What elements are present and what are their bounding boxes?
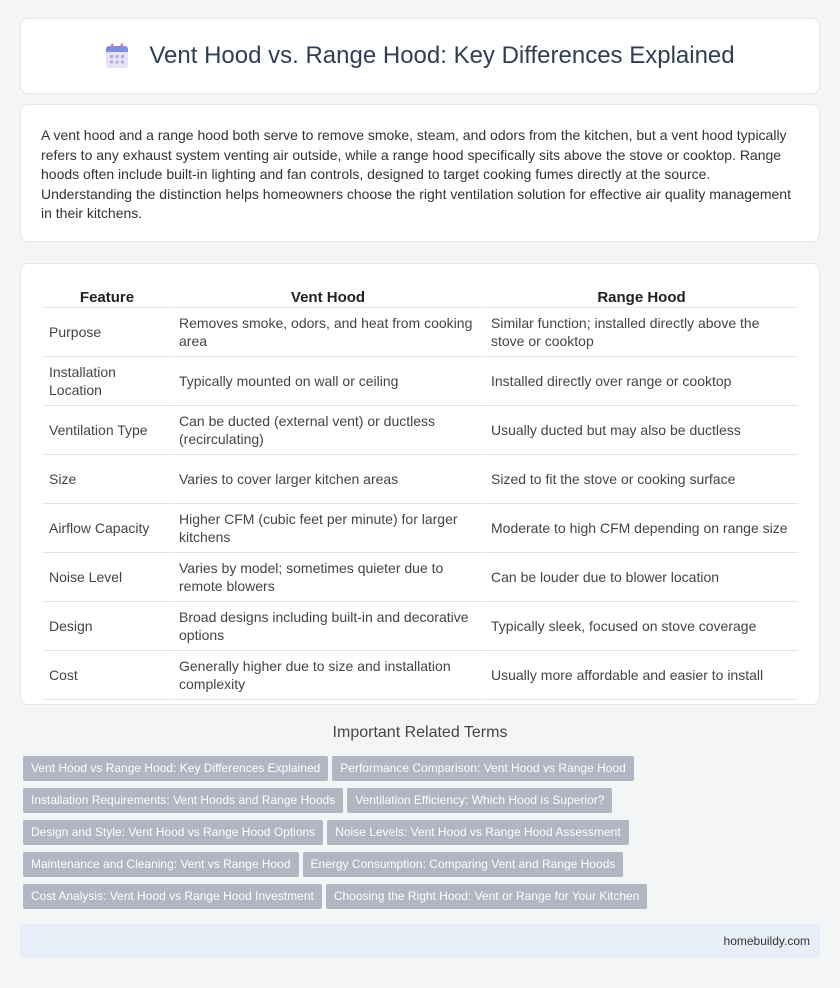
related-tag[interactable]: Vent Hood vs Range Hood: Key Differences Explained bbox=[23, 756, 328, 781]
cell-range-hood: Usually ducted but may also be ductless bbox=[483, 406, 798, 455]
header-vent-hood: Vent Hood bbox=[171, 284, 483, 308]
cell-feature: Size bbox=[43, 455, 171, 504]
cell-range-hood: Can be louder due to blower location bbox=[483, 553, 798, 602]
page-title: Vent Hood vs. Range Hood: Key Differences Explained bbox=[149, 42, 735, 69]
related-terms-title: Important Related Terms bbox=[332, 724, 508, 741]
related-tag[interactable]: Noise Levels: Vent Hood vs Range Hood Assessment bbox=[327, 820, 629, 845]
cell-feature: Design bbox=[43, 602, 171, 651]
comparison-card bbox=[20, 263, 820, 705]
table-row bbox=[43, 602, 798, 651]
cell-feature: Noise Level bbox=[43, 553, 171, 602]
related-tag[interactable]: Installation Requirements: Vent Hoods and Range Hoods bbox=[23, 788, 343, 813]
table-row bbox=[43, 553, 798, 602]
cell-vent-hood: Broad designs including built-in and decorative options bbox=[171, 602, 483, 651]
cell-vent-hood: Varies by model; sometimes quieter due to remote blowers bbox=[171, 553, 483, 602]
cell-feature: Purpose bbox=[43, 308, 171, 357]
intro-card bbox=[20, 104, 820, 242]
cell-vent-hood: Higher CFM (cubic feet per minute) for larger kitchens bbox=[171, 504, 483, 553]
cell-range-hood: Similar function; installed directly above the stove or cooktop bbox=[483, 308, 798, 357]
table-row bbox=[43, 308, 798, 357]
table-header-row bbox=[43, 284, 798, 308]
table-row bbox=[43, 651, 798, 700]
table-row bbox=[43, 455, 798, 504]
cell-feature: Cost bbox=[43, 651, 171, 700]
comparison-table bbox=[43, 284, 798, 700]
cell-vent-hood: Generally higher due to size and installation complexity bbox=[171, 651, 483, 700]
cell-range-hood: Installed directly over range or cooktop bbox=[483, 357, 798, 406]
table-row bbox=[43, 406, 798, 455]
cell-feature: Installation Location bbox=[43, 357, 171, 406]
title-wrap bbox=[105, 42, 734, 70]
related-tag[interactable]: Energy Consumption: Comparing Vent and Range Hoods bbox=[303, 852, 624, 877]
footer bbox=[20, 924, 820, 958]
intro-paragraph: A vent hood and a range hood both serve to remove smoke, steam, and odors from the kitchen, but a vent hood typically refers to any exhaust system venting air outside, while a range hood specifically sits above the stove or cooktop. Range hoods often include built-in lighting and fan controls, designed to target cooking fumes directly at the source. Understanding the distinction helps homeowners choose the right ventilation solution for effective air quality management in their kitchens. bbox=[41, 127, 791, 221]
calendar-icon bbox=[105, 43, 129, 69]
cell-feature: Ventilation Type bbox=[43, 406, 171, 455]
table-row bbox=[43, 357, 798, 406]
related-terms-section bbox=[20, 724, 820, 916]
header-card bbox=[20, 18, 820, 94]
cell-vent-hood: Removes smoke, odors, and heat from cooking area bbox=[171, 308, 483, 357]
header-range-hood: Range Hood bbox=[483, 284, 798, 308]
cell-vent-hood: Can be ducted (external vent) or ductless (recirculating) bbox=[171, 406, 483, 455]
related-tag[interactable]: Performance Comparison: Vent Hood vs Range Hood bbox=[332, 756, 634, 781]
related-tag[interactable]: Design and Style: Vent Hood vs Range Hood Options bbox=[23, 820, 323, 845]
cell-vent-hood: Typically mounted on wall or ceiling bbox=[171, 357, 483, 406]
related-tag[interactable]: Cost Analysis: Vent Hood vs Range Hood Investment bbox=[23, 884, 322, 909]
table-row bbox=[43, 504, 798, 553]
related-tag[interactable]: Maintenance and Cleaning: Vent vs Range Hood bbox=[23, 852, 299, 877]
related-tag[interactable]: Ventilation Efficiency: Which Hood is Superior? bbox=[347, 788, 612, 813]
cell-range-hood: Typically sleek, focused on stove coverage bbox=[483, 602, 798, 651]
cell-range-hood: Moderate to high CFM depending on range size bbox=[483, 504, 798, 553]
cell-feature: Airflow Capacity bbox=[43, 504, 171, 553]
cell-range-hood: Sized to fit the stove or cooking surface bbox=[483, 455, 798, 504]
cell-range-hood: Usually more affordable and easier to install bbox=[483, 651, 798, 700]
cell-vent-hood: Varies to cover larger kitchen areas bbox=[171, 455, 483, 504]
related-tag[interactable]: Choosing the Right Hood: Vent or Range for Your Kitchen bbox=[326, 884, 648, 909]
header-feature: Feature bbox=[43, 284, 171, 308]
related-tags bbox=[20, 756, 820, 916]
footer-site[interactable]: homebuildy.com bbox=[723, 934, 810, 948]
